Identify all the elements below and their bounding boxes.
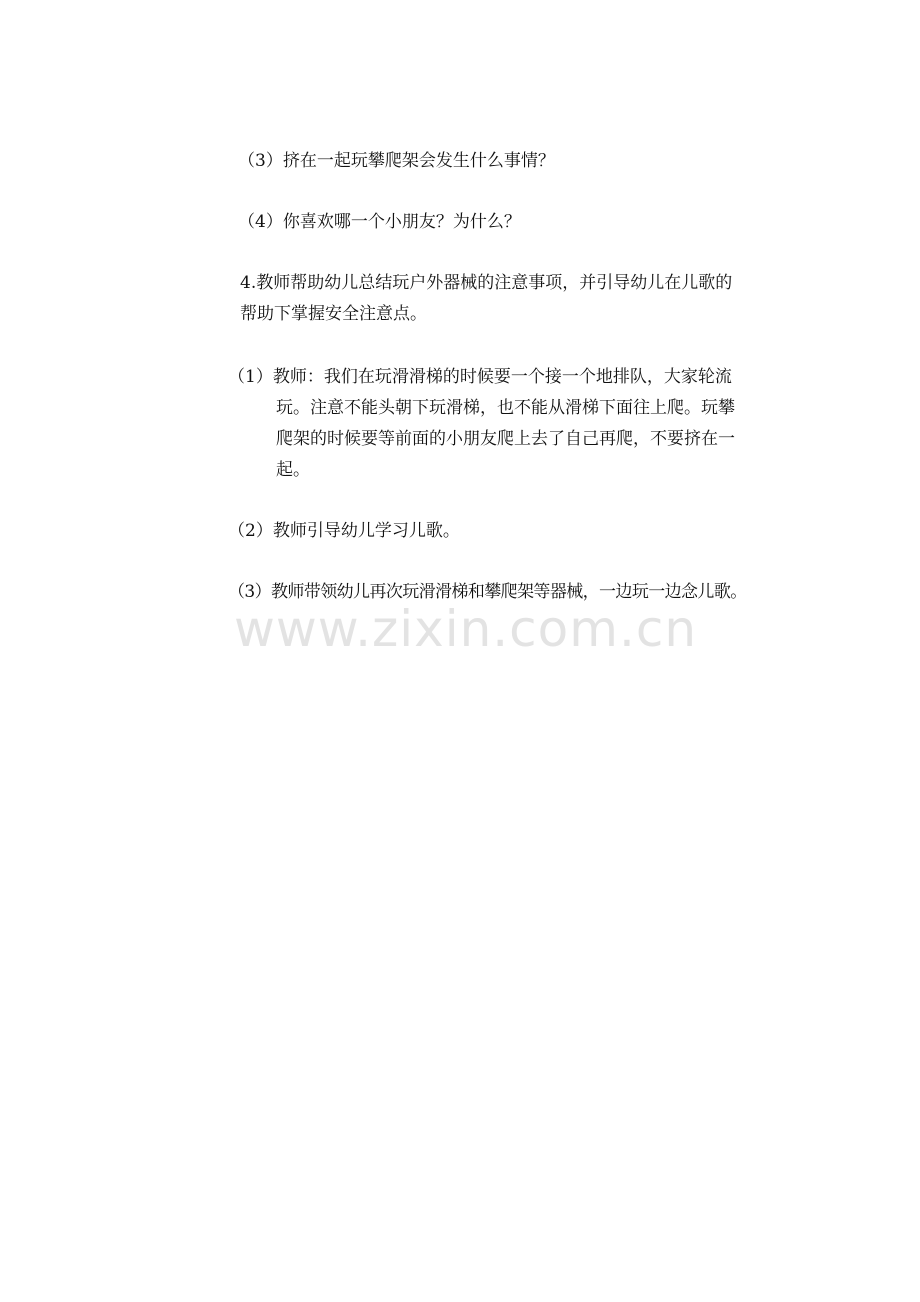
sub-item-1-line-3: 爬架的时候要等前面的小朋友爬上去了自己再爬，不要挤在一 <box>276 429 735 449</box>
sub-item-2: （2）教师引导幼儿学习儿歌。 <box>228 521 460 541</box>
question-3: （3）挤在一起玩攀爬架会发生什么事情？ <box>238 151 555 171</box>
sub-item-1-line-2: 玩。注意不能头朝下玩滑梯，也不能从滑梯下面往上爬。玩攀 <box>276 398 735 418</box>
sub-item-1-line-4: 起。 <box>276 460 310 480</box>
sub-item-1-paragraph <box>228 362 735 486</box>
watermark: www.zixin.com.cn <box>234 600 698 658</box>
sub-item-3: （3）教师带领幼儿再次玩滑滑梯和攀爬架等器械，一边玩一边念儿歌。 <box>228 582 747 602</box>
question-4: （4）你喜欢哪一个小朋友？为什么？ <box>238 212 521 232</box>
step-4-line-1: 4.教师帮助幼儿总结玩户外器械的注意事项，并引导幼儿在儿歌的 <box>240 273 733 293</box>
step-4-line-2: 帮助下掌握安全注意点。 <box>240 304 427 324</box>
step-4-paragraph <box>240 268 732 330</box>
sub-item-1-line-1: （1）教师：我们在玩滑滑梯的时候要一个接一个地排队，大家轮流 <box>228 367 732 387</box>
